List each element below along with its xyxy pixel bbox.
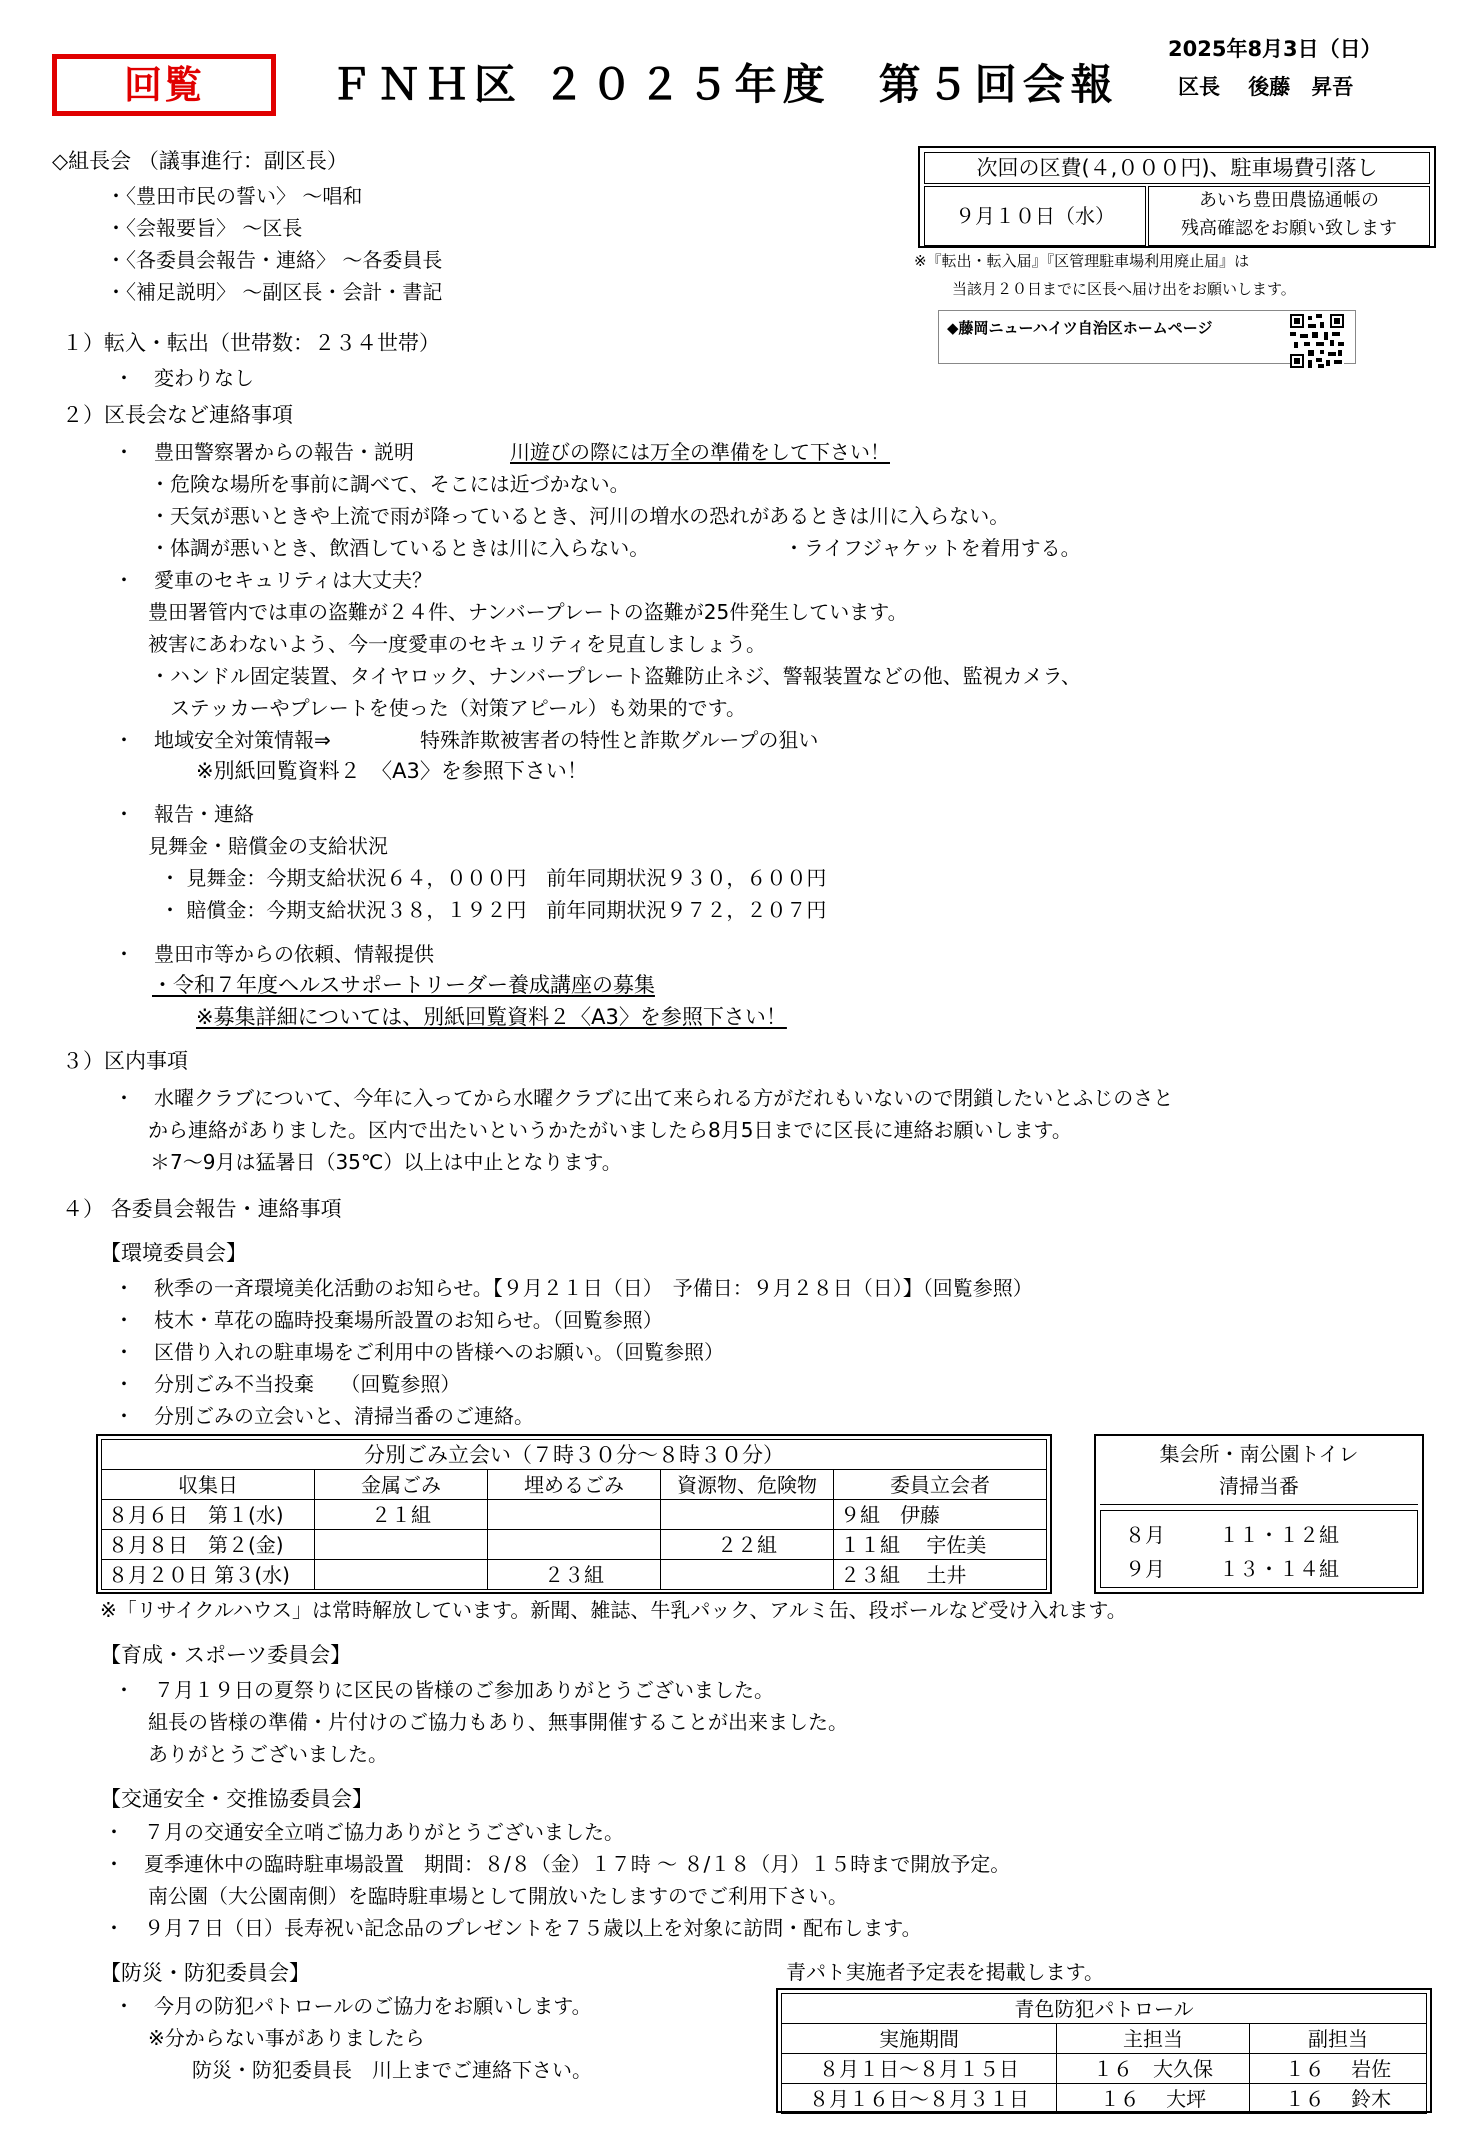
patrol-header: 主担当 — [1057, 2024, 1250, 2054]
bouhan-line: ・ 今月の防犯パトロールのご協力をお願いします。 — [114, 1994, 592, 2018]
notice-line: 当該月２０日までに区長へ届け出をお願いします。 — [952, 280, 1296, 298]
gomi-cell: ２３組 — [488, 1560, 661, 1590]
patrol-header: 副担当 — [1250, 2024, 1427, 2054]
city-headline: ・令和７年度ヘルスサポートリーダー養成講座の募集 — [152, 973, 655, 997]
gomi-cell: ８月６日 第１(水) — [102, 1500, 315, 1530]
sec1-item: ・ 変わりなし — [114, 366, 254, 390]
sec3-line: ＊7～9月は猛暑日（35℃）以上は中止となります。 — [150, 1150, 622, 1174]
kairan-stamp: 回覧 — [52, 54, 276, 116]
table-row — [102, 1560, 1047, 1590]
patrol-cell: １６ 岩佐 — [1250, 2054, 1427, 2084]
notice-line: ※『転出・転入届』『区管理駐車場利用廃止届』は — [914, 252, 1250, 270]
gomi-header: 収集日 — [102, 1470, 315, 1500]
gomi-header: 金属ごみ — [315, 1470, 488, 1500]
car-title: ・ 愛車のセキュリティは大丈夫？ — [114, 568, 432, 592]
kumicho-item: ・〈会報要旨〉 ～区長 — [106, 216, 303, 240]
fee-note — [1148, 186, 1430, 246]
safety-text: 特殊詐欺被害者の特性と詐欺グループの狙い — [420, 728, 819, 752]
traffic-line: ・ 夏季連休中の臨時駐車場設置 期間：８/８（金）１７時 ～ ８/１８（月）１５時まで開放予定。 — [104, 1852, 1011, 1876]
toilet-title: 集会所・南公園トイレ — [1159, 1442, 1359, 1466]
section-heading: １）転入・転出（世帯数：２３４世帯） — [62, 331, 440, 355]
sec3-line: から連絡がありました。区内で出たいというかたがいましたら8月5日までに区長に連絡お願いします。 — [148, 1118, 1072, 1142]
table-row — [102, 1530, 1047, 1560]
gomi-cell: ９組 伊藤 — [834, 1500, 1047, 1530]
fee-date: ９月１０日（水） — [924, 186, 1146, 246]
toilet-group: １１・１２組 — [1219, 1523, 1339, 1547]
police-line: ・危険な場所を事前に調べて、そこには近づかない。 — [150, 472, 630, 496]
car-line: 被害にあわないよう、今一度愛車のセキュリティを見直しましょう。 — [148, 632, 766, 656]
patrol-cell: ８月１日～８月１５日 — [782, 2054, 1057, 2084]
fee-note-line: あいち豊田農協通帳の — [1199, 190, 1379, 211]
gomi-cell: ２１組 — [315, 1500, 488, 1530]
author: 区長 後藤 昇吾 — [1178, 75, 1354, 99]
homepage-label: ◆藤岡ニューハイツ自治区ホームページ — [947, 319, 1213, 337]
traffic-line: ・ ９月７日（日）長寿祝い記念品のプレゼントを７５歳以上を対象に訪問・配布します。 — [104, 1916, 922, 1940]
recycle-note: ※「リサイクルハウス」は常時解放しています。新聞、雑誌、牛乳パック、アルミ缶、段ボールなど受け入れます。 — [100, 1598, 1127, 1622]
bouhan-line: ※分からない事がありましたら — [148, 2026, 425, 2050]
police-headline: 川遊びの際には万全の準備をして下さい！ — [510, 440, 890, 464]
fee-notice-box — [918, 146, 1436, 248]
gomi-cell: ８月８日 第２(金) — [102, 1530, 315, 1560]
sports-line: ありがとうございました。 — [148, 1742, 388, 1766]
police-line: ・体調が悪いとき、飲酒しているときは川に入らない。 — [150, 536, 650, 560]
sports-line: 組長の皆様の準備・片付けのご協力もあり、無事開催することが出来ました。 — [148, 1710, 848, 1734]
patrol-cell: １６ 鈴木 — [1250, 2084, 1427, 2114]
kumicho-item: ・〈各委員会報告・連絡〉 ～各委員長 — [106, 248, 443, 272]
city-ref: ※募集詳細については、別紙回覧資料２〈A3〉を参照下さい！ — [196, 1005, 787, 1029]
car-line: ステッカーやプレートを使った（対策アピール）も効果的です。 — [170, 696, 746, 720]
gomi-cell — [488, 1500, 661, 1530]
patrol-intro: 青パト実施者予定表を掲載します。 — [786, 1960, 1104, 1984]
section-heading: ３）区内事項 — [62, 1049, 188, 1073]
gomi-cell — [661, 1500, 834, 1530]
env-item: ・ 秋季の一斉環境美化活動のお知らせ。【９月２１日（日） 予備日：９月２８日（日）】（回覧参照） — [114, 1276, 1033, 1300]
traffic-line: ・ ７月の交通安全立哨ご協力ありがとうございました。 — [104, 1820, 624, 1844]
sports-line: ・ ７月１９日の夏祭りに区民の皆様のご参加ありがとうございました。 — [114, 1678, 774, 1702]
toilet-month: ８月 — [1125, 1523, 1165, 1547]
toilet-duty-table — [1094, 1434, 1424, 1594]
gomi-cell — [488, 1530, 661, 1560]
police-label: ・ 豊田警察署からの報告・説明 — [114, 440, 414, 464]
env-heading: 【環境委員会】 — [100, 1241, 247, 1265]
env-item: ・ 分別ごみ不当投棄 （回覧参照） — [114, 1372, 461, 1396]
env-item: ・ 枝木・草花の臨時投棄場所設置のお知らせ。（回覧参照） — [114, 1308, 663, 1332]
toilet-month: ９月 — [1125, 1557, 1165, 1581]
kumicho-item: ・〈補足説明〉 ～副区長・会計・書記 — [106, 280, 443, 304]
toilet-title: 清掃当番 — [1219, 1474, 1299, 1498]
toilet-group: １３・１４組 — [1219, 1557, 1339, 1581]
city-title: ・ 豊田市等からの依頼、情報提供 — [114, 942, 434, 966]
env-item: ・ 分別ごみの立会いと、清掃当番のご連絡。 — [114, 1404, 534, 1428]
report-sub: 見舞金・賠償金の支給状況 — [148, 834, 388, 858]
police-line: ・天気が悪いときや上流で雨が降っているとき、河川の増水の恐れがあるときは川に入らない。 — [150, 504, 1010, 528]
patrol-cell: １６ 大久保 — [1057, 2054, 1250, 2084]
safety-label: ・ 地域安全対策情報⇒ — [114, 728, 331, 752]
bouhan-heading: 【防災・防犯委員会】 — [100, 1961, 310, 1985]
report-title: ・ 報告・連絡 — [114, 802, 254, 826]
gomi-title: 分別ごみ立会い（７時３０分～８時３０分） — [102, 1440, 1047, 1470]
env-item: ・ 区借り入れの駐車場をご利用中の皆様へのお願い。（回覧参照） — [114, 1340, 724, 1364]
gomi-cell: ２２組 — [661, 1530, 834, 1560]
report-line: ・ 見舞金：今期支給状況６４，０００円 前年同期状況９３０，６００円 — [160, 866, 827, 890]
report-line: ・ 賠償金：今期支給状況３８，１９２円 前年同期状況９７２，２０７円 — [160, 898, 827, 922]
sports-heading: 【育成・スポーツ委員会】 — [100, 1643, 352, 1667]
gomi-cell: ２３組 土井 — [834, 1560, 1047, 1590]
police-line: ・ライフジャケットを着用する。 — [784, 536, 1081, 560]
traffic-heading: 【交通安全・交推協委員会】 — [100, 1787, 373, 1811]
table-row — [102, 1500, 1047, 1530]
patrol-table — [776, 1988, 1432, 2113]
traffic-line: 南公園（大公園南側）を臨時駐車場として開放いたしますのでご利用下さい。 — [148, 1884, 848, 1908]
bouhan-line: 防災・防犯委員長 川上までご連絡下さい。 — [192, 2058, 592, 2082]
gomi-header: 埋めるごみ — [488, 1470, 661, 1500]
gomi-header: 資源物、危険物 — [661, 1470, 834, 1500]
table-row — [782, 2054, 1427, 2084]
qr-code-icon[interactable] — [1290, 314, 1344, 368]
patrol-title: 青色防犯パトロール — [782, 1994, 1427, 2024]
patrol-header: 実施期間 — [782, 2024, 1057, 2054]
page-title: ＦＮＨ区 ２０２５年度 第５回会報 — [330, 60, 1119, 109]
kumicho-item: ・〈豊田市民の誓い〉 ～唱和 — [106, 184, 363, 208]
gomi-header: 委員立会者 — [834, 1470, 1047, 1500]
car-line: ・ハンドル固定装置、タイヤロック、ナンバープレート盗難防止ネジ、警報装置などの他、監視カメラ、 — [150, 664, 1081, 688]
section-heading: ４） 各委員会報告・連絡事項 — [62, 1197, 342, 1221]
sec3-line: ・ 水曜クラブについて、今年に入ってから水曜クラブに出て来られる方がだれもいないので閉鎖したいとふじのさと — [114, 1086, 1174, 1110]
table-row — [782, 2084, 1427, 2114]
section-heading: ２）区長会など連絡事項 — [62, 403, 293, 427]
gomi-cell — [661, 1560, 834, 1590]
toilet-body — [1100, 1510, 1418, 1588]
patrol-cell: １６ 大坪 — [1057, 2084, 1250, 2114]
gomi-table — [96, 1434, 1052, 1594]
safety-ref: ※別紙回覧資料２ 〈A3〉を参照下さい！ — [196, 759, 588, 783]
fee-title: 次回の区費(４,０００円)、駐車場費引落し — [924, 152, 1430, 184]
divider — [1100, 1504, 1418, 1505]
gomi-cell — [315, 1560, 488, 1590]
patrol-cell: ８月１６日～８月３１日 — [782, 2084, 1057, 2114]
gomi-cell — [315, 1530, 488, 1560]
gomi-cell: ８月２０日 第３(水) — [102, 1560, 315, 1590]
car-line: 豊田署管内では車の盗難が２４件、ナンバープレートの盗難が25件発生しています。 — [148, 600, 908, 624]
issue-date: 2025年8月3日（日） — [1168, 37, 1382, 61]
kumicho-heading: ◇組長会 （議事進行：副区長） — [52, 149, 348, 173]
gomi-cell: １１組 宇佐美 — [834, 1530, 1047, 1560]
fee-note-line: 残高確認をお願い致します — [1181, 218, 1397, 239]
